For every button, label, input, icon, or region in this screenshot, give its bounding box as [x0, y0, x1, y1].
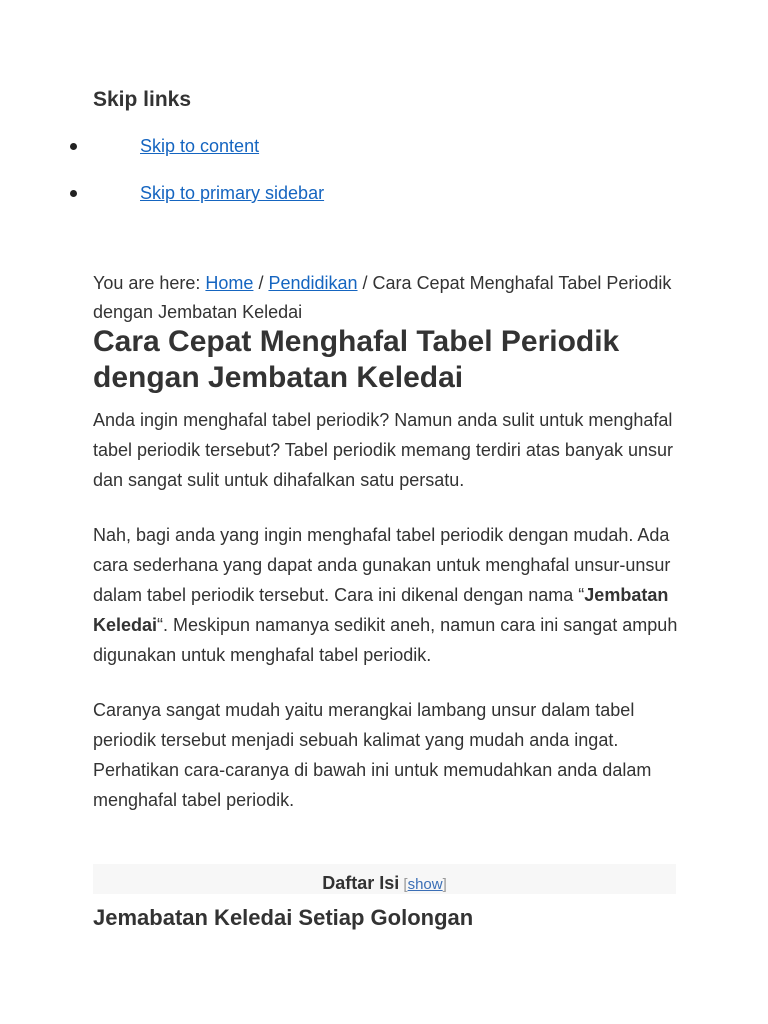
skip-links-list [0, 132, 768, 226]
bullet-icon [70, 190, 77, 197]
page-title: Cara Cepat Menghafal Tabel Periodik dengan Jembatan Keledai [93, 325, 620, 394]
paragraph-method [93, 520, 683, 670]
toc-bracket: ] [442, 876, 447, 893]
list-item [0, 132, 768, 179]
toc-title: Daftar Isi [322, 873, 400, 893]
toc-bracket: [ [399, 876, 408, 893]
bold-term: Jembatan Keledai [93, 585, 669, 635]
breadcrumb-separator: / [253, 273, 269, 293]
skip-to-content-link[interactable]: Skip to content [140, 136, 260, 156]
breadcrumb-category-link[interactable]: Pendidikan [268, 273, 358, 293]
list-item [0, 179, 768, 226]
skip-to-sidebar-link[interactable]: Skip to primary sidebar [140, 183, 325, 203]
toc-toggle [399, 876, 447, 893]
paragraph-text: Nah, bagi anda yang ingin menghafal tabel periodik dengan mudah. Ada cara sederhana yang dapat anda gunakan untuk menghafal unsur-unsur dalam tabel periodik tersebut. Cara ini dikenal dengan nama “ [93, 525, 671, 605]
breadcrumb [93, 269, 673, 327]
section-heading: Jemabatan Keledai Setiap Golongan [93, 905, 474, 930]
skip-links-title: Skip links [93, 88, 192, 111]
breadcrumb-current: Cara Cepat Menghafal Tabel Periodik dengan Jembatan Keledai [93, 273, 672, 322]
table-of-contents [93, 864, 676, 894]
paragraph-intro: Anda ingin menghafal tabel periodik? Namun anda sulit untuk menghafal tabel periodik tersebut? Tabel periodik memang terdiri atas banyak unsur dan sangat sulit untuk dihafalkan satu persatu. [93, 410, 673, 490]
breadcrumb-home-link[interactable]: Home [205, 273, 254, 293]
paragraph-instructions: Caranya sangat mudah yaitu merangkai lambang unsur dalam tabel periodik tersebut menjadi sebuah kalimat yang mudah anda ingat. Perhatikan cara-caranya di bawah ini untuk memudahkan anda dalam menghafal tabel periodik. [93, 700, 652, 810]
paragraph-text: “. Meskipun namanya sedikit aneh, namun cara ini sangat ampuh digunakan untuk menghafal tabel periodik. [93, 615, 678, 665]
breadcrumb-separator: / [357, 273, 373, 293]
breadcrumb-prefix: You are here: [93, 273, 206, 293]
article-content [93, 405, 683, 840]
bullet-icon [70, 143, 77, 150]
toc-show-link[interactable]: show [407, 876, 443, 893]
